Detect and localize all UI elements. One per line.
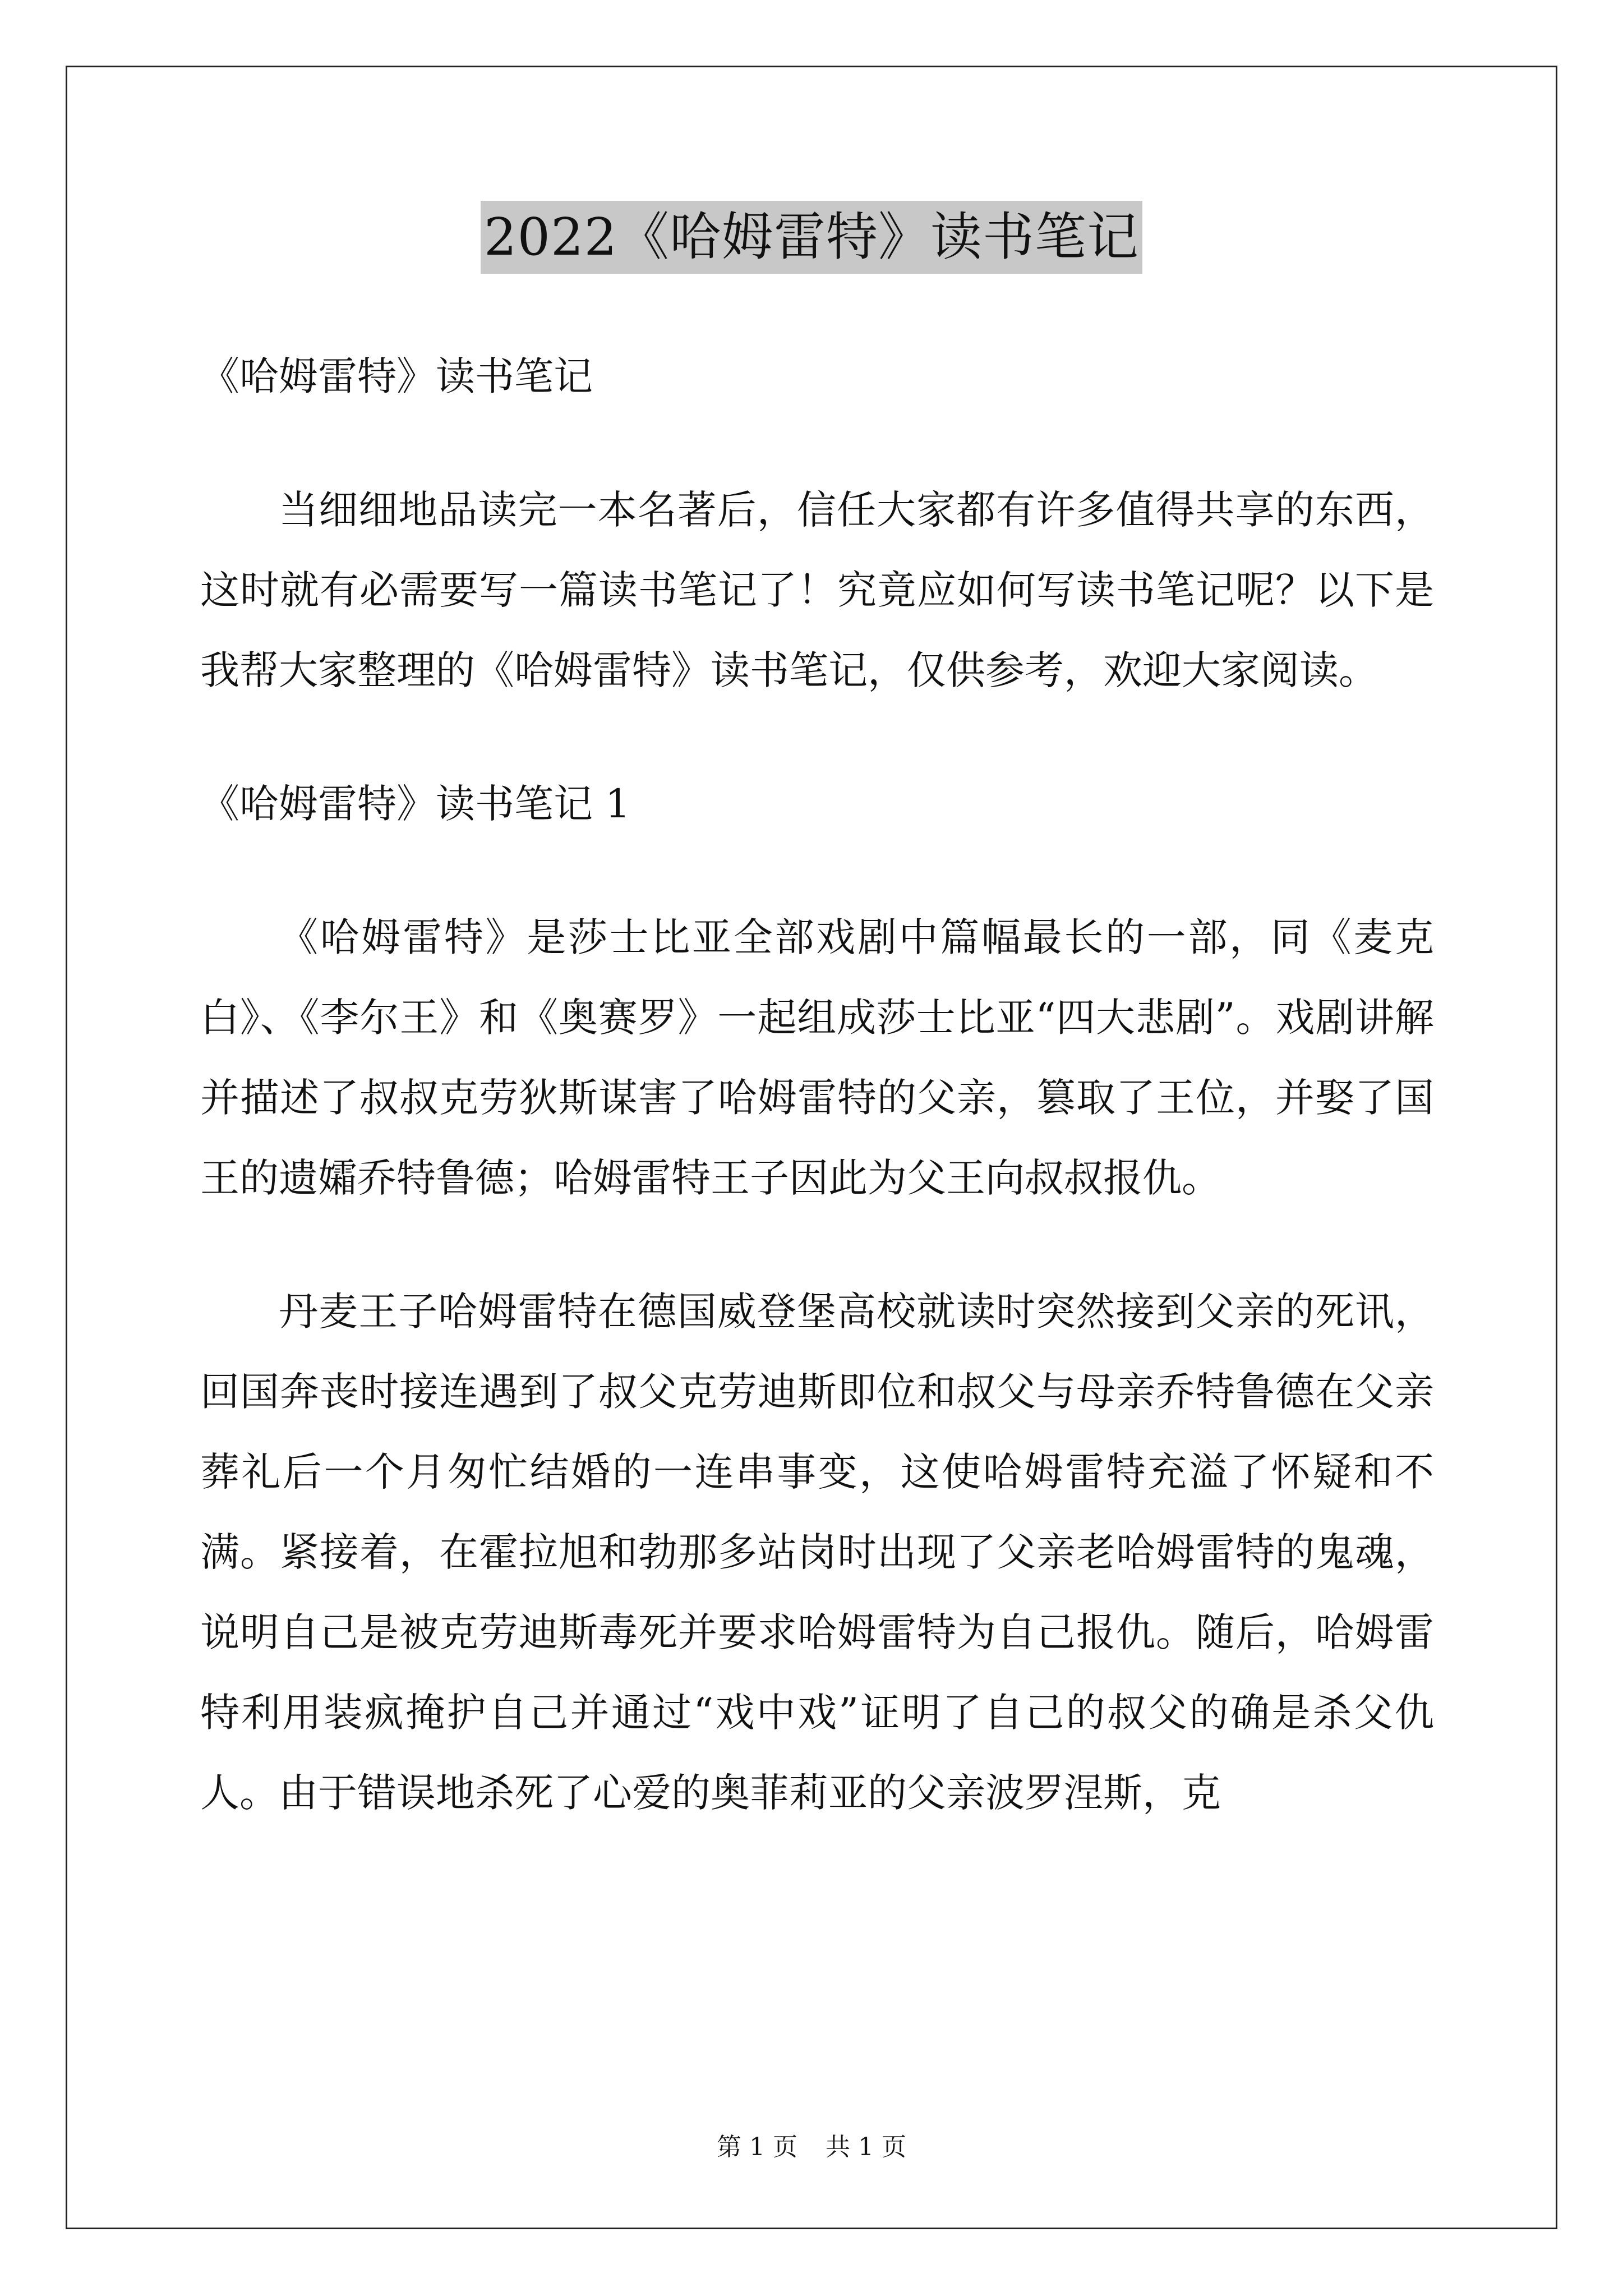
page-number-current: 第 1 页: [717, 2133, 797, 2161]
section-heading: 《哈姆雷特》读书笔记 1: [200, 781, 630, 827]
page-number-total: 共 1 页: [826, 2133, 906, 2161]
title-container: [0, 201, 1623, 274]
document-subtitle: 《哈姆雷特》读书笔记: [200, 353, 593, 399]
body-paragraph-1: 《哈姆雷特》是莎士比亚全部戏剧中篇幅最长的一部，同《麦克白》、《李尔王》和《奥赛罗》一起组成莎士比亚“四大悲剧”。戏剧讲解并描述了叔叔克劳狄斯谋害了哈姆雷特的父亲，篡取了王位，并娶了国王的遗孀乔特鲁德；哈姆雷特王子因此为父王向叔叔报仇。: [200, 914, 1434, 1201]
document-title: 2022《哈姆雷特》读书笔记: [481, 201, 1142, 274]
page-footer: [0, 2131, 1623, 2164]
intro-paragraph: 当细细地品读完一本名著后，信任大家都有许多值得共享的东西，这时就有必需要写一篇读书笔记了！究竟应如何写读书笔记呢？以下是我帮大家整理的《哈姆雷特》读书笔记，仅供参考，欢迎大家阅读。: [200, 487, 1434, 693]
body-paragraph-2: 丹麦王子哈姆雷特在德国威登堡高校就读时突然接到父亲的死讯，回国奔丧时接连遇到了叔父克劳迪斯即位和叔父与母亲乔特鲁德在父亲葬礼后一个月匆忙结婚的一连串事变，这使哈姆雷特充溢了怀疑和不满。紧接着，在霍拉旭和勃那多站岗时出现了父亲老哈姆雷特的鬼魂，说明自己是被克劳迪斯毒死并要求哈姆雷特为自己报仇。随后，哈姆雷特利用装疯掩护自己并通过“戏中戏”证明了自己的叔父的确是杀父仇人。由于错误地杀死了心爱的奥菲莉亚的父亲波罗涅斯，克: [200, 1289, 1434, 1816]
document-body: [200, 337, 1434, 1887]
